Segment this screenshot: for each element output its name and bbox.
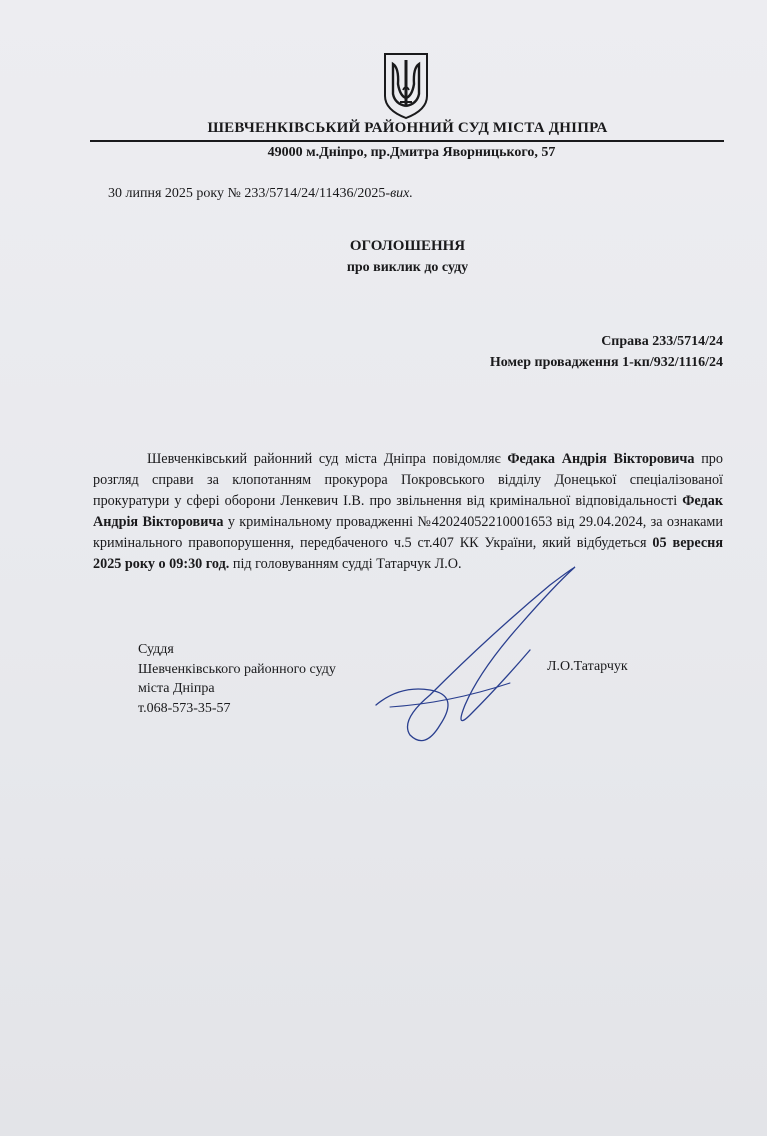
body-part-4: під головуванням судді Татарчук Л.О. <box>229 556 462 572</box>
city-line: міста Дніпра <box>138 681 215 696</box>
document-subtitle: про виклик до суду <box>346 260 469 275</box>
body-part-1: Шевченківський районний суд міста Дніпра повідомляє <box>147 451 508 467</box>
judge-name: Л.О.Татарчук <box>547 659 628 674</box>
court-address: 49000 м.Дніпро, пр.Дмитра Яворницького, 57 <box>267 145 556 160</box>
reference-date-number: 30 липня 2025 року № 233/5714/24/11436/2025- <box>108 186 391 201</box>
body-part-3: у кримінальному провадженні №42024052210001653 від 29.04.2024, за ознаками кримінального правопорушення, передбаченого ч.5 ст.407 КК України, який відбудеться <box>93 514 724 551</box>
trident-emblem-icon <box>381 50 431 120</box>
defendant-name-nominative: Федак Андрія Вікторовича <box>93 493 723 530</box>
handwritten-signature <box>370 555 610 755</box>
judge-signature-block <box>138 640 336 718</box>
court-line: Шевченківського районного суду <box>138 661 336 677</box>
outgoing-reference <box>108 186 413 202</box>
phone-number: т.068-573-35-57 <box>138 700 231 716</box>
document-title: ОГОЛОШЕННЯ <box>349 238 466 254</box>
proceeding-number: Номер провадження 1-кп/932/1116/24 <box>489 355 723 370</box>
body-part-2: про розгляд справи за клопотанням прокурора Покровського відділу Донецької спеціалізованої прокуратури у сфері оборони Ленкевич І.В. про звільнення від кримінальної відповідальності <box>93 451 723 509</box>
case-number: Справа 233/5714/24 <box>601 334 723 349</box>
court-name: ШЕВЧЕНКІВСЬКИЙ РАЙОННИЙ СУД МІСТА ДНІПРА <box>207 120 608 136</box>
header-divider <box>90 140 724 142</box>
defendant-name-genitive: Федака Андрія Вікторовича <box>507 451 695 467</box>
hearing-datetime: 05 вересня 2025 року о 09:30 год. <box>93 535 723 572</box>
judge-title: Суддя <box>138 642 174 657</box>
reference-suffix: вих. <box>390 186 413 201</box>
